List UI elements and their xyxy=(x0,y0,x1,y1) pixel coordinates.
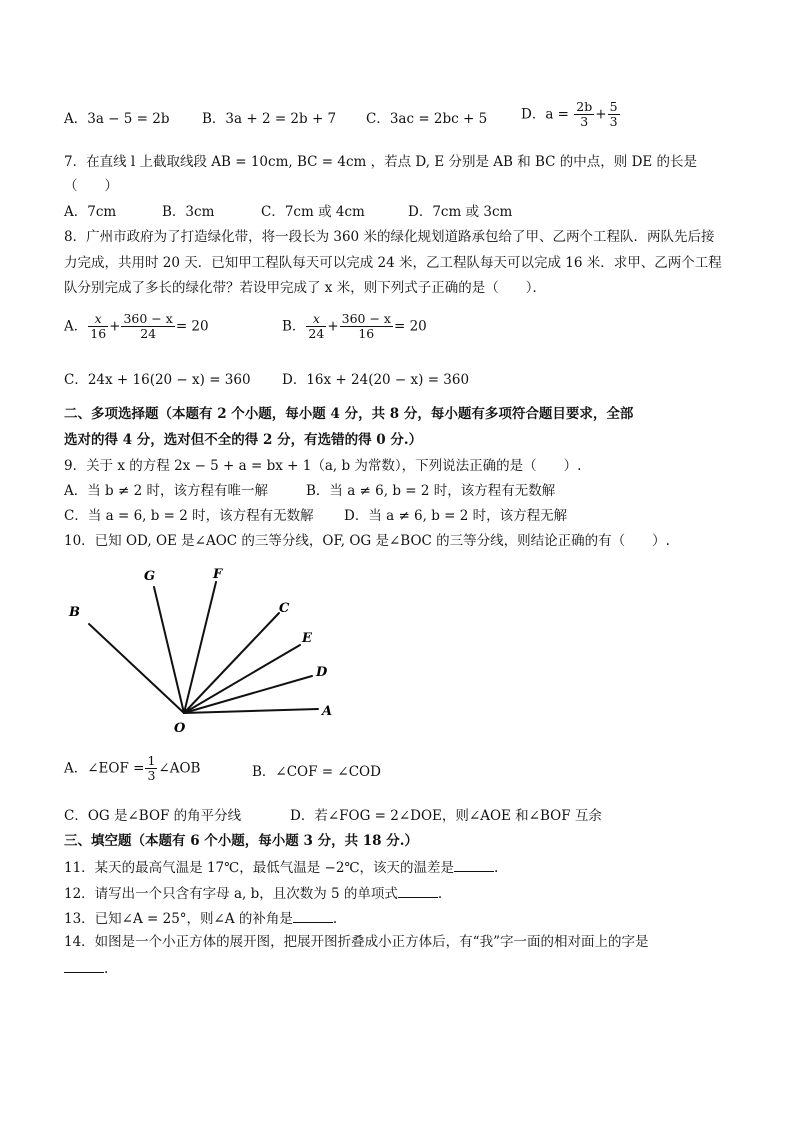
q6-option-d-fraction-1 xyxy=(574,100,594,129)
q7-option-b: B．3cm xyxy=(162,204,215,220)
section-3-heading: 三、填空题（本题有 6 个小题，每小题 3 分，共 18 分.） xyxy=(64,833,418,849)
label-b: B xyxy=(69,605,80,620)
q8-stem-line-1: 8．广州市政府为了打造绿化带，将一段长为 360 米的绿化规划道路承包给了甲、乙两个工程队．两队先后接 xyxy=(64,229,715,245)
q8-b-fraction-2 xyxy=(340,312,393,341)
fraction-denominator: 3 xyxy=(147,768,156,783)
ray-od xyxy=(184,676,312,713)
label-e: E xyxy=(302,631,312,646)
q10-option-b: B．∠COF = ∠COD xyxy=(252,764,381,780)
ray-oe xyxy=(184,645,300,713)
fraction-denominator: 3 xyxy=(609,114,618,129)
label-a: A xyxy=(322,704,333,719)
ray-ob xyxy=(89,624,184,713)
q8-option-b xyxy=(282,312,427,341)
q12 xyxy=(64,883,442,903)
label-f: F xyxy=(213,567,223,582)
q11-text: 11．某天的最高气温是 17℃，最低气温是 −2℃，该天的温差是 xyxy=(64,860,455,876)
q10-option-d: D．若∠FOG = 2∠DOE，则∠AOE 和∠BOF 互余 xyxy=(290,808,602,824)
q7-option-c: C．7cm 或 4cm xyxy=(261,204,365,220)
label-d: D xyxy=(316,665,328,680)
section-2-heading-line-1: 二、多项选择题（本题有 2 个小题，每小题 4 分，共 8 分，每小题有多项符合题目要求，全部 xyxy=(64,406,634,422)
fraction-numerator: 5 xyxy=(609,99,618,114)
equation-rhs: = 20 xyxy=(393,318,427,335)
q10-option-c: C．OG 是∠BOF 的角平分线 xyxy=(64,808,242,824)
q10-a-prefix: A．∠EOF = xyxy=(64,760,145,777)
q8-a-fraction-1 xyxy=(88,312,108,341)
label-g: G xyxy=(144,569,156,584)
q7-stem-line-1: 7．在直线 l 上截取线段 AB = 10cm, BC = 4cm ，若点 D, E 分别是 AB 和 BC 的中点，则 DE 的长是 xyxy=(64,154,698,170)
ray-of xyxy=(184,582,216,713)
q8-option-d: D．16x + 24(20 − x) = 360 xyxy=(282,372,470,388)
q6-option-d xyxy=(521,100,621,129)
q6-option-d-fraction-2 xyxy=(608,100,620,129)
q9-option-b: B．当 a ≠ 6, b = 2 时，该方程有无数解 xyxy=(306,483,556,499)
q11 xyxy=(64,857,498,877)
q9-option-d: D．当 a ≠ 6, b = 2 时，该方程无解 xyxy=(344,508,568,524)
label-o: O xyxy=(174,721,186,736)
q14-line-2 xyxy=(64,958,108,978)
fraction-denominator: 3 xyxy=(580,114,589,129)
fraction-numerator: 1 xyxy=(147,753,156,768)
fraction-numerator: x xyxy=(306,312,326,327)
option-label: A． xyxy=(64,318,88,335)
q10-option-a xyxy=(64,754,200,783)
label-c: C xyxy=(279,601,290,616)
answer-blank[interactable] xyxy=(454,857,494,872)
q14-end: . xyxy=(104,961,109,977)
q14-line-1: 14．如图是一个小正方体的展开图，把展开图折叠成小正方体后，有“我”字一面的相对面上的字是 xyxy=(64,934,649,950)
q9-option-c: C．当 a = 6, b = 2 时，该方程有无数解 xyxy=(64,508,314,524)
q9-option-a: A．当 b ≠ 2 时，该方程有唯一解 xyxy=(64,483,268,499)
ray-oa xyxy=(184,709,318,713)
q10-a-suffix: ∠AOB xyxy=(158,760,201,777)
q13-end: . xyxy=(332,911,338,927)
fraction-numerator: 2b xyxy=(576,99,593,114)
fraction-numerator: 360 − x xyxy=(341,311,391,326)
fraction-denominator: 16 xyxy=(358,326,375,341)
q8-a-fraction-2 xyxy=(121,312,174,341)
q12-end: . xyxy=(437,886,443,902)
q8-stem-line-2: 力完成，共用时 20 天．已知甲工程队每天可以完成 24 米，乙工程队每天可以完成 16 米．求甲、乙两个工程 xyxy=(64,255,722,271)
q13-text: 13．已知∠A = 25°，则∠A 的补角是 xyxy=(64,911,293,927)
q8-option-c: C．24x + 16(20 − x) = 360 xyxy=(64,372,251,388)
fraction-numerator: x xyxy=(88,312,108,327)
angle-rays-figure xyxy=(60,560,350,740)
answer-blank[interactable] xyxy=(64,958,104,973)
ray-oc xyxy=(184,613,279,713)
q8-option-a xyxy=(64,312,209,341)
fraction-numerator: 360 − x xyxy=(123,311,173,326)
q6-option-d-prefix: D．a = xyxy=(521,106,569,123)
q11-end: . xyxy=(494,860,499,876)
plus-sign: + xyxy=(109,318,121,335)
q10-a-fraction xyxy=(145,754,157,783)
q10-stem: 10．已知 OD, OE 是∠AOC 的三等分线，OF, OG 是∠BOC 的三等分线，则结论正确的有（ ）. xyxy=(64,533,670,549)
plus-sign: + xyxy=(595,106,607,123)
q7-option-d: D．7cm 或 3cm xyxy=(408,204,513,220)
equation-rhs: = 20 xyxy=(175,318,209,335)
fraction-denominator: 24 xyxy=(308,326,325,341)
q8-b-fraction-1 xyxy=(306,312,326,341)
q9-stem: 9．关于 x 的方程 2x − 5 + a = bx + 1（a, b 为常数），下列说法正确的是（ ）. xyxy=(64,458,582,474)
plus-sign: + xyxy=(327,318,339,335)
q6-option-a: A．3a − 5 = 2b xyxy=(64,111,170,127)
answer-blank[interactable] xyxy=(293,908,333,923)
answer-blank[interactable] xyxy=(398,883,438,898)
fraction-denominator: 16 xyxy=(90,326,107,341)
q6-option-c: C．3ac = 2bc + 5 xyxy=(366,111,488,127)
q13 xyxy=(64,908,337,928)
q7-option-a: A．7cm xyxy=(64,204,117,220)
q12-text: 12．请写出一个只含有字母 a, b，且次数为 5 的单项式 xyxy=(64,886,398,902)
ray-og xyxy=(154,587,184,713)
q7-stem-line-2: （ ） xyxy=(64,178,118,194)
q8-stem-line-3: 队分别完成了多长的绿化带？若设甲完成了 x 米，则下列式子正确的是（ ）． xyxy=(64,280,546,296)
section-2-heading-line-2: 选对的得 4 分，选对但不全的得 2 分，有选错的得 0 分.） xyxy=(64,432,423,448)
q6-option-b: B．3a + 2 = 2b + 7 xyxy=(202,111,337,127)
fraction-denominator: 24 xyxy=(140,326,157,341)
option-label: B． xyxy=(282,318,306,335)
